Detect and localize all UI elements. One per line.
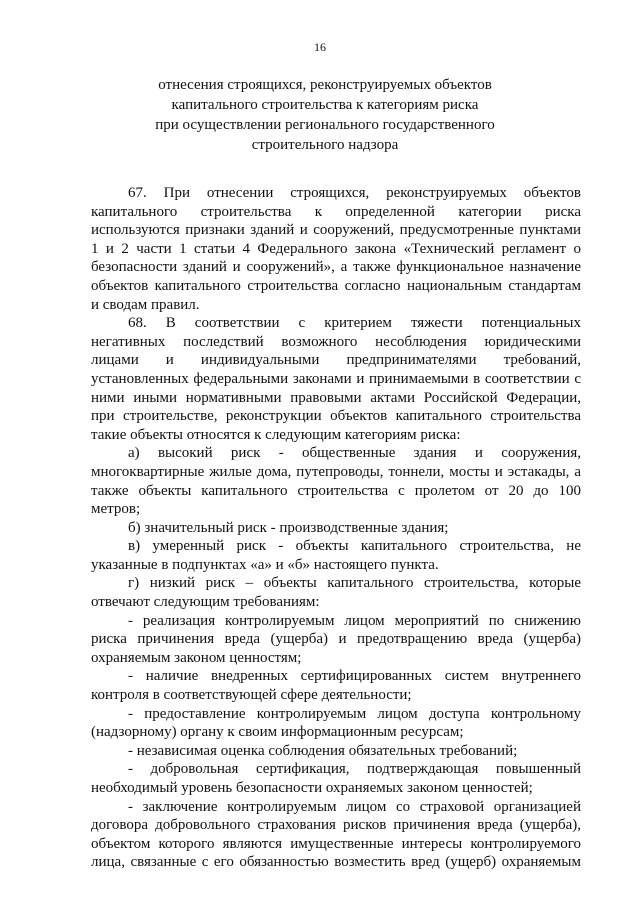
- text-line: б) значительный риск - производственные здания;: [128, 519, 449, 536]
- text-line: безопасности зданий и сооружений», а также функциональное назначение: [91, 259, 581, 276]
- text-line: отвечают следующим требованиям:: [91, 594, 320, 611]
- text-line: договора добровольного страхования рисков причинения вреда (ущерба),: [91, 817, 581, 834]
- document-body: [91, 184, 581, 872]
- text-line: и сводам правил.: [91, 296, 200, 313]
- text-line: установленных федеральными законами и принимаемыми в соответствии с: [91, 370, 581, 387]
- text-line: 1 и 2 части 1 статьи 4 Федерального закона «Технический регламент о: [91, 240, 581, 257]
- text-line: указанные в подпунктах «а» и «б» настоящего пункта.: [91, 556, 439, 573]
- text-line: - наличие внедренных сертифицированных систем внутреннего: [128, 668, 581, 685]
- text-line: риска причинения вреда (ущерба) и предотвращению вреда (ущерба): [91, 631, 581, 648]
- text-line: - реализация контролируемым лицом мероприятий по снижению: [128, 612, 581, 629]
- text-line: а) высокий риск - общественные здания и сооружения,: [128, 445, 581, 462]
- text-line: также объекты капитального строительства с пролетом от 20 до 100: [91, 482, 581, 499]
- text-line: объектом которого являются имущественные интересы контролируемого: [91, 835, 581, 852]
- text-line: негативных последствий возможного несоблюдения юридическими: [91, 333, 581, 350]
- heading-line: при осуществлении регионального государственного: [155, 117, 495, 133]
- text-line: (надзорному) органу к своим информационным ресурсам;: [91, 724, 464, 741]
- text-line: - заключение контролируемым лицом со страховой организацией: [128, 798, 581, 815]
- text-line: при строительстве, реконструкции объектов капитального строительства: [91, 408, 581, 425]
- text-line: 68. В соответствии с критерием тяжести потенциальных: [128, 315, 581, 332]
- text-line: такие объекты относятся к следующим категориям риска:: [91, 426, 461, 443]
- heading-line: строительного надзора: [251, 137, 399, 153]
- heading-line: капитального строительства к категориям риска: [171, 97, 479, 113]
- text-line: объектов капитального строительства согласно национальным стандартам: [91, 277, 581, 294]
- section-heading: [140, 75, 510, 155]
- page-number: 16: [314, 40, 326, 54]
- text-line: капитального строительства к определенной категории риска: [91, 203, 581, 220]
- text-line: охраняемым законом ценностям;: [91, 649, 302, 666]
- text-line: в) умеренный риск - объекты капитального строительства, не: [128, 538, 581, 555]
- text-line: - независимая оценка соблюдения обязательных требований;: [128, 742, 518, 759]
- text-line: необходимый уровень безопасности охраняемых законом ценностей;: [91, 780, 533, 796]
- text-line: используются признаки зданий и сооружений, предусмотренные пунктами: [91, 222, 581, 239]
- text-line: - добровольная сертификация, подтверждающая повышенный: [128, 761, 581, 778]
- text-line: ними иными нормативными правовыми актами Российской Федерации,: [91, 389, 581, 406]
- text-line: г) низкий риск – объекты капитального строительства, которые: [128, 575, 581, 592]
- text-line: метров;: [91, 501, 141, 518]
- text-line: лицами и индивидуальными предпринимателями требований,: [91, 352, 581, 369]
- heading-line: отнесения строящихся, реконструируемых объектов: [158, 77, 492, 93]
- text-line: лица, связанные с его обязанностью возместить вред (ущерб) охраняемым: [91, 854, 581, 871]
- text-line: 67. При отнесении строящихся, реконструируемых объектов: [128, 185, 581, 201]
- text-line: многоквартирные жилые дома, путепроводы, тоннели, мосты и эстакады, а: [91, 463, 581, 480]
- text-line: контроля в соответствующей сфере деятельности;: [91, 687, 412, 704]
- text-line: - предоставление контролируемым лицом доступа контрольному: [128, 705, 581, 722]
